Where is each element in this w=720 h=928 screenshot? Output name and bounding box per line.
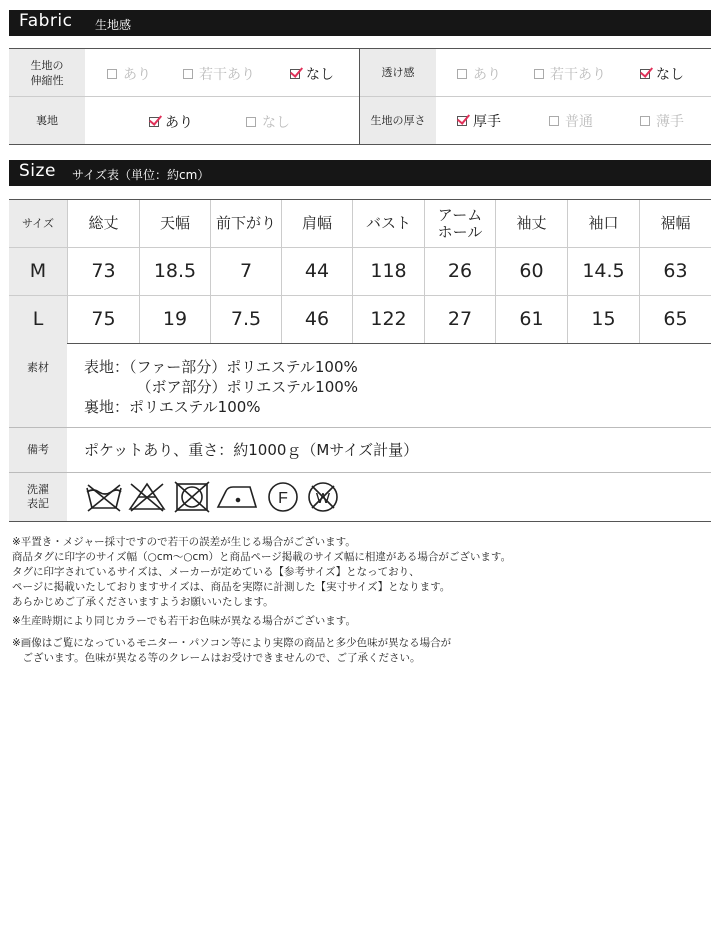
stretch-option-none: なし [290,64,334,84]
no-wet-clean-icon [309,483,337,511]
dry-clean-f-icon [269,483,297,511]
checkbox-icon [246,117,256,127]
size-header-bust: バスト [352,200,424,247]
low-iron-icon [218,487,256,507]
size-cell: 63 [639,247,711,295]
wet-clean-letter: W [315,490,331,507]
stretch-label: 生地の 伸縮性 [9,49,85,96]
checkbox-icon [183,69,193,79]
note-line: ページに掲載いたしておりますサイズは、商品を実際に計測した【実寸サイズ】となります。 [12,581,451,593]
checked-checkbox-icon [149,117,159,127]
fabric-subtitle: 生地感 [95,18,132,32]
thickness-label: 生地の厚さ [360,97,436,144]
note-line: タグに印字されているサイズは、メーカーが定めている【参考サイズ】となっており、 [12,566,420,578]
size-header-sleeve-length: 袖丈 [495,200,567,247]
stretch-option-yes: あり [107,64,151,84]
sheer-option-slight: 若干あり [534,64,606,84]
size-cell: 60 [495,247,567,295]
care-icons [84,479,344,513]
sheer-label: 透け感 [360,49,436,96]
checked-checkbox-icon [290,69,300,79]
lining-option-no: なし [246,112,290,132]
size-table [9,199,711,344]
lining-option-yes: あり [149,112,193,132]
size-title: Size [19,161,56,181]
note-line: ※生産時期により同じカラーでも若干お色味が異なる場合がございます。 [12,615,356,627]
fabric-table [9,48,711,145]
material-line: 表地：（ファー部分）ポリエステル100% [84,358,358,376]
checkbox-icon [534,69,544,79]
size-cell: 15 [567,295,639,343]
thickness-option-thin: 薄手 [640,111,684,131]
checked-checkbox-icon [457,116,467,126]
dry-clean-letter: F [278,490,288,507]
no-tumble-dry-icon [175,482,209,512]
size-cell: 14.5 [567,247,639,295]
size-header-cuff: 袖口 [567,200,639,247]
size-cell: 26 [424,247,495,295]
checkbox-icon [107,69,117,79]
info-row-divider [9,427,711,428]
note-line: あらかじめご了承くださいますようお願いいたします。 [12,596,274,608]
material-text [84,357,358,417]
checkbox-icon [640,116,650,126]
checkbox-icon [549,116,559,126]
size-cell: 44 [281,247,352,295]
no-bleach-icon [130,484,164,511]
size-header-size: サイズ [21,217,55,230]
thickness-option-thick: 厚手 [457,111,501,131]
size-row-label-l: L [32,308,44,330]
size-cell: 27 [424,295,495,343]
notes-block-color-variation [12,614,356,629]
fabric-section-header [9,10,711,36]
size-cell: 75 [67,295,139,343]
size-cell: 18.5 [139,247,210,295]
size-section-header [9,160,711,186]
notes-block-monitor [12,636,451,666]
fabric-title: Fabric [19,11,73,31]
size-header-hem-width: 裾幅 [639,200,711,247]
material-line: （ボア部分）ポリエステル100% [84,378,359,396]
thickness-option-normal: 普通 [549,111,593,131]
size-cell: 65 [639,295,711,343]
checked-checkbox-icon [640,69,650,79]
note-line: ※画像はご覧になっているモニター・パソコン等により実際の商品と多少色味が異なる場合が [12,637,452,649]
size-header-shoulder: 肩幅 [281,200,352,247]
size-cell: 7 [210,247,281,295]
size-cell: 46 [281,295,352,343]
checkbox-icon [457,69,467,79]
size-row-label-m: M [29,260,47,282]
size-header-length: 総丈 [67,200,139,247]
lining-label: 裏地 [9,97,85,144]
size-cell: 122 [352,295,424,343]
note-line: ※平置き・メジャー採寸ですので若干の誤差が生じる場合がございます。 [12,536,356,548]
size-header-front-drop: 前下がり [210,200,281,247]
info-row-divider [9,472,711,473]
stretch-option-slight: 若干あり [183,64,255,84]
sheer-option-none: なし [640,64,684,84]
note-line: 商品タグに印字のサイズ幅（○cm〜○cm）と商品ページ掲載のサイズ幅に相違がある場合がございます。 [12,551,512,563]
size-header-armhole: アーム ホール [424,200,495,247]
size-cell: 118 [352,247,424,295]
info-table [9,343,711,522]
sheer-option-yes: あり [457,64,501,84]
size-header-neck-width: 天幅 [139,200,210,247]
no-wash-icon [87,485,121,511]
remarks-label: 備考 [9,428,67,472]
material-label: 素材 [9,343,67,427]
size-cell: 73 [67,247,139,295]
note-line: ございます。色味が異なる等のクレームはお受けできませんので、ご了承ください。 [12,652,421,664]
care-label: 洗濯 表記 [9,473,67,521]
size-cell: 7.5 [210,295,281,343]
size-subtitle: サイズ表（単位：約cm） [72,168,210,182]
notes-block-measurement [12,535,511,610]
material-line: 裏地：ポリエステル100% [84,398,261,416]
size-cell: 19 [139,295,210,343]
remarks-text: ポケットあり、重さ：約1000ｇ（Mサイズ計量） [84,441,419,459]
size-cell: 61 [495,295,567,343]
